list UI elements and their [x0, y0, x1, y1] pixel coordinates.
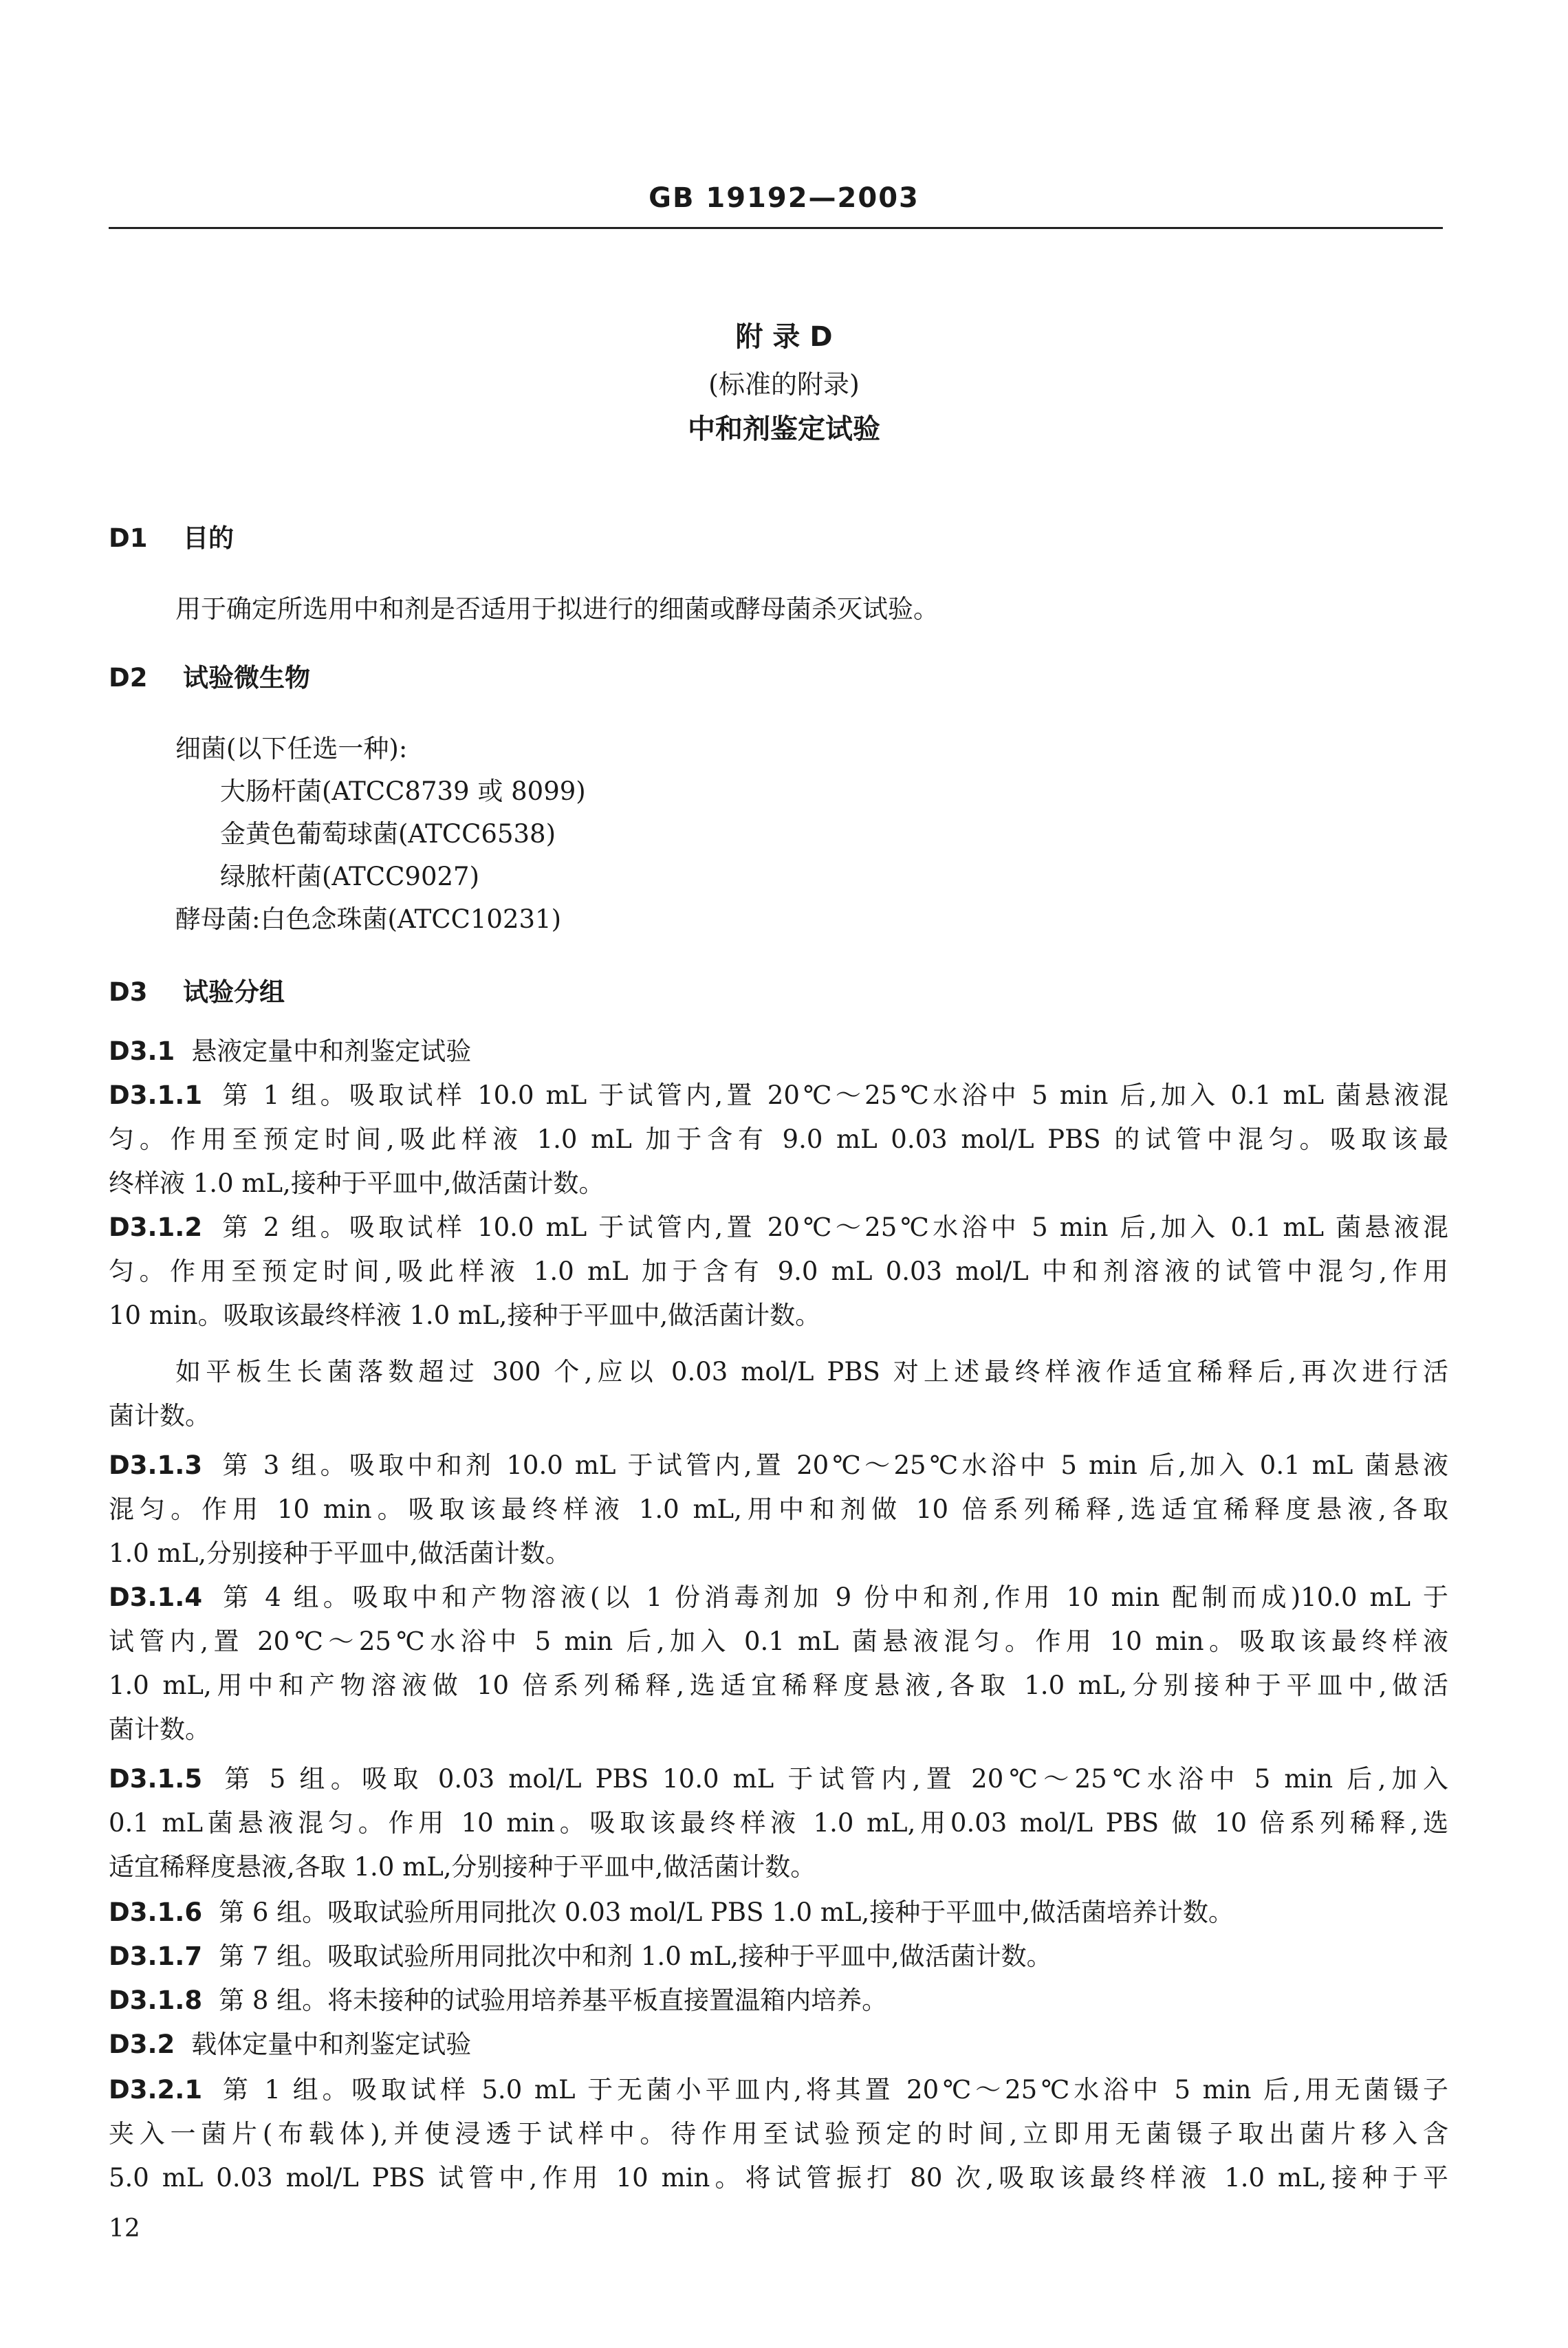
clause-number: D3.1.7	[109, 1942, 203, 1971]
section-title: 试验分组	[183, 977, 285, 1007]
paragraph-line: D3.1.3 第 3 组。吸取中和剂 10.0 mL 于试管内,置 20℃～25℃水浴中 5 min 后,加入 0.1 mL 菌悬液	[109, 1450, 1448, 1480]
appendix-title: 附 录 D	[735, 321, 833, 353]
section-title: 试验微生物	[183, 663, 310, 693]
paragraph-line: 混匀。作用 10 min。吸取该最终样液 1.0 mL,用中和剂做 10 倍系列稀释,选适宜稀释度悬液,各取	[109, 1494, 1448, 1524]
bacteria-item: 绿脓杆菌(ATCC9027)	[220, 862, 480, 891]
paragraph-line: 如平板生长菌落数超过 300 个,应以 0.03 mol/L PBS 对上述最终样液作适宜稀释后,再次进行活	[175, 1357, 1448, 1387]
clause-number: D3.2.1	[109, 2075, 203, 2105]
subsection-title: 悬液定量中和剂鉴定试验	[191, 1036, 472, 1066]
paragraph-line: D3.1.5 第 5 组。吸取 0.03 mol/L PBS 10.0 mL 于试管内,置 20℃～25℃水浴中 5 min 后,加入	[109, 1764, 1448, 1794]
paragraph-line: 1.0 mL,分别接种于平皿中,做活菌计数。	[109, 1539, 571, 1568]
paragraph-line: 夹入一菌片(布载体),并使浸透于试样中。待作用至试验预定的时间,立即用无菌镊子取出菌片移入含	[109, 2119, 1448, 2149]
paragraph-line: 10 min。吸取该最终样液 1.0 mL,接种于平皿中,做活菌计数。	[109, 1301, 821, 1330]
paragraph-line: 菌计数。	[109, 1715, 210, 1744]
clause-number: D3.1.8	[109, 1986, 203, 2015]
paragraph-line: 试管内,置 20℃～25℃水浴中 5 min 后,加入 0.1 mL 菌悬液混匀。作用 10 min。吸取该最终样液	[109, 1627, 1448, 1656]
section-d1-heading	[109, 517, 234, 554]
bacteria-item: 金黄色葡萄球菌(ATCC6538)	[220, 819, 556, 849]
paragraph-line: 菌计数。	[109, 1401, 210, 1431]
paragraph-line: D3.1.4 第 4 组。吸取中和产物溶液(以 1 份消毒剂加 9 份中和剂,作用 10 min 配制而成)10.0 mL 于	[109, 1583, 1448, 1612]
paragraph-line: 0.1 mL菌悬液混匀。作用 10 min。吸取该最终样液 1.0 mL,用0.03 mol/L PBS 做 10 倍系列稀释,选	[109, 1808, 1448, 1838]
page-header-code: GB 19192—2003	[649, 182, 919, 214]
clause-number: D3.1.3	[109, 1450, 203, 1480]
yeast-item: 酵母菌:白色念珠菌(ATCC10231)	[175, 904, 562, 934]
subsection-number: D3.1	[109, 1036, 175, 1066]
paragraph-line: D3.1.7 第 7 组。吸取试验所用同批次中和剂 1.0 mL,接种于平皿中,做活菌计数。	[109, 1942, 1052, 1971]
subsection-number: D3.2	[109, 2030, 175, 2059]
section-d1-text: 用于确定所选用中和剂是否适用于拟进行的细菌或酵母菌杀灭试验。	[175, 594, 939, 624]
section-title: 目的	[183, 523, 234, 553]
paragraph-line: D3.1.2 第 2 组。吸取试样 10.0 mL 于试管内,置 20℃～25℃水浴中 5 min 后,加入 0.1 mL 菌悬液混	[109, 1213, 1448, 1242]
paragraph-line: 适宜稀释度悬液,各取 1.0 mL,分别接种于平皿中,做活菌计数。	[109, 1852, 816, 1882]
paragraph-line: 匀。作用至预定时间,吸此样液 1.0 mL 加于含有 9.0 mL 0.03 mol/L PBS 的试管中混匀。吸取该最	[109, 1124, 1448, 1154]
header-rule	[109, 227, 1443, 229]
paragraph-line: 终样液 1.0 mL,接种于平皿中,做活菌计数。	[109, 1168, 605, 1198]
clause-number: D3.1.5	[109, 1764, 203, 1794]
paragraph-line: 1.0 mL,用中和产物溶液做 10 倍系列稀释,选适宜稀释度悬液,各取 1.0 mL,分别接种于平皿中,做活	[109, 1671, 1448, 1700]
section-d3-heading	[109, 971, 285, 1008]
paragraph-line: D3.1.6 第 6 组。吸取试验所用同批次 0.03 mol/L PBS 1.0 mL,接种于平皿中,做活菌培养计数。	[109, 1898, 1234, 1927]
section-number: D1	[109, 523, 148, 553]
paragraph-line: 匀。作用至预定时间,吸此样液 1.0 mL 加于含有 9.0 mL 0.03 mol/L 中和剂溶液的试管中混匀,作用	[109, 1257, 1448, 1286]
paragraph-line: D3.1.1 第 1 组。吸取试样 10.0 mL 于试管内,置 20℃～25℃水浴中 5 min 后,加入 0.1 mL 菌悬液混	[109, 1080, 1448, 1110]
appendix-name: 中和剂鉴定试验	[688, 413, 880, 445]
page-number: 12	[109, 2215, 140, 2243]
section-number: D2	[109, 663, 148, 693]
subsection-d31	[109, 1030, 471, 1067]
bacteria-item: 大肠杆菌(ATCC8739 或 8099)	[220, 776, 586, 806]
clause-number: D3.1.4	[109, 1583, 203, 1612]
paragraph-line: D3.1.8 第 8 组。将未接种的试验用培养基平板直接置温箱内培养。	[109, 1986, 888, 2015]
section-number: D3	[109, 977, 148, 1007]
subsection-title: 载体定量中和剂鉴定试验	[191, 2030, 472, 2059]
clause-number: D3.1.2	[109, 1213, 203, 1242]
clause-number: D3.1.6	[109, 1898, 203, 1927]
paragraph-line: D3.2.1 第 1 组。吸取试样 5.0 mL 于无菌小平皿内,将其置 20℃～25℃水浴中 5 min 后,用无菌镊子	[109, 2075, 1448, 2105]
appendix-subtitle: (标准的附录)	[708, 369, 860, 400]
paragraph-line: 5.0 mL 0.03 mol/L PBS 试管中,作用 10 min。将试管振打 80 次,吸取该最终样液 1.0 mL,接种于平	[109, 2163, 1448, 2193]
subsection-d32	[109, 2023, 471, 2061]
bacteria-label: 细菌(以下任选一种):	[175, 734, 408, 763]
clause-number: D3.1.1	[109, 1080, 203, 1110]
section-d2-heading	[109, 657, 310, 694]
